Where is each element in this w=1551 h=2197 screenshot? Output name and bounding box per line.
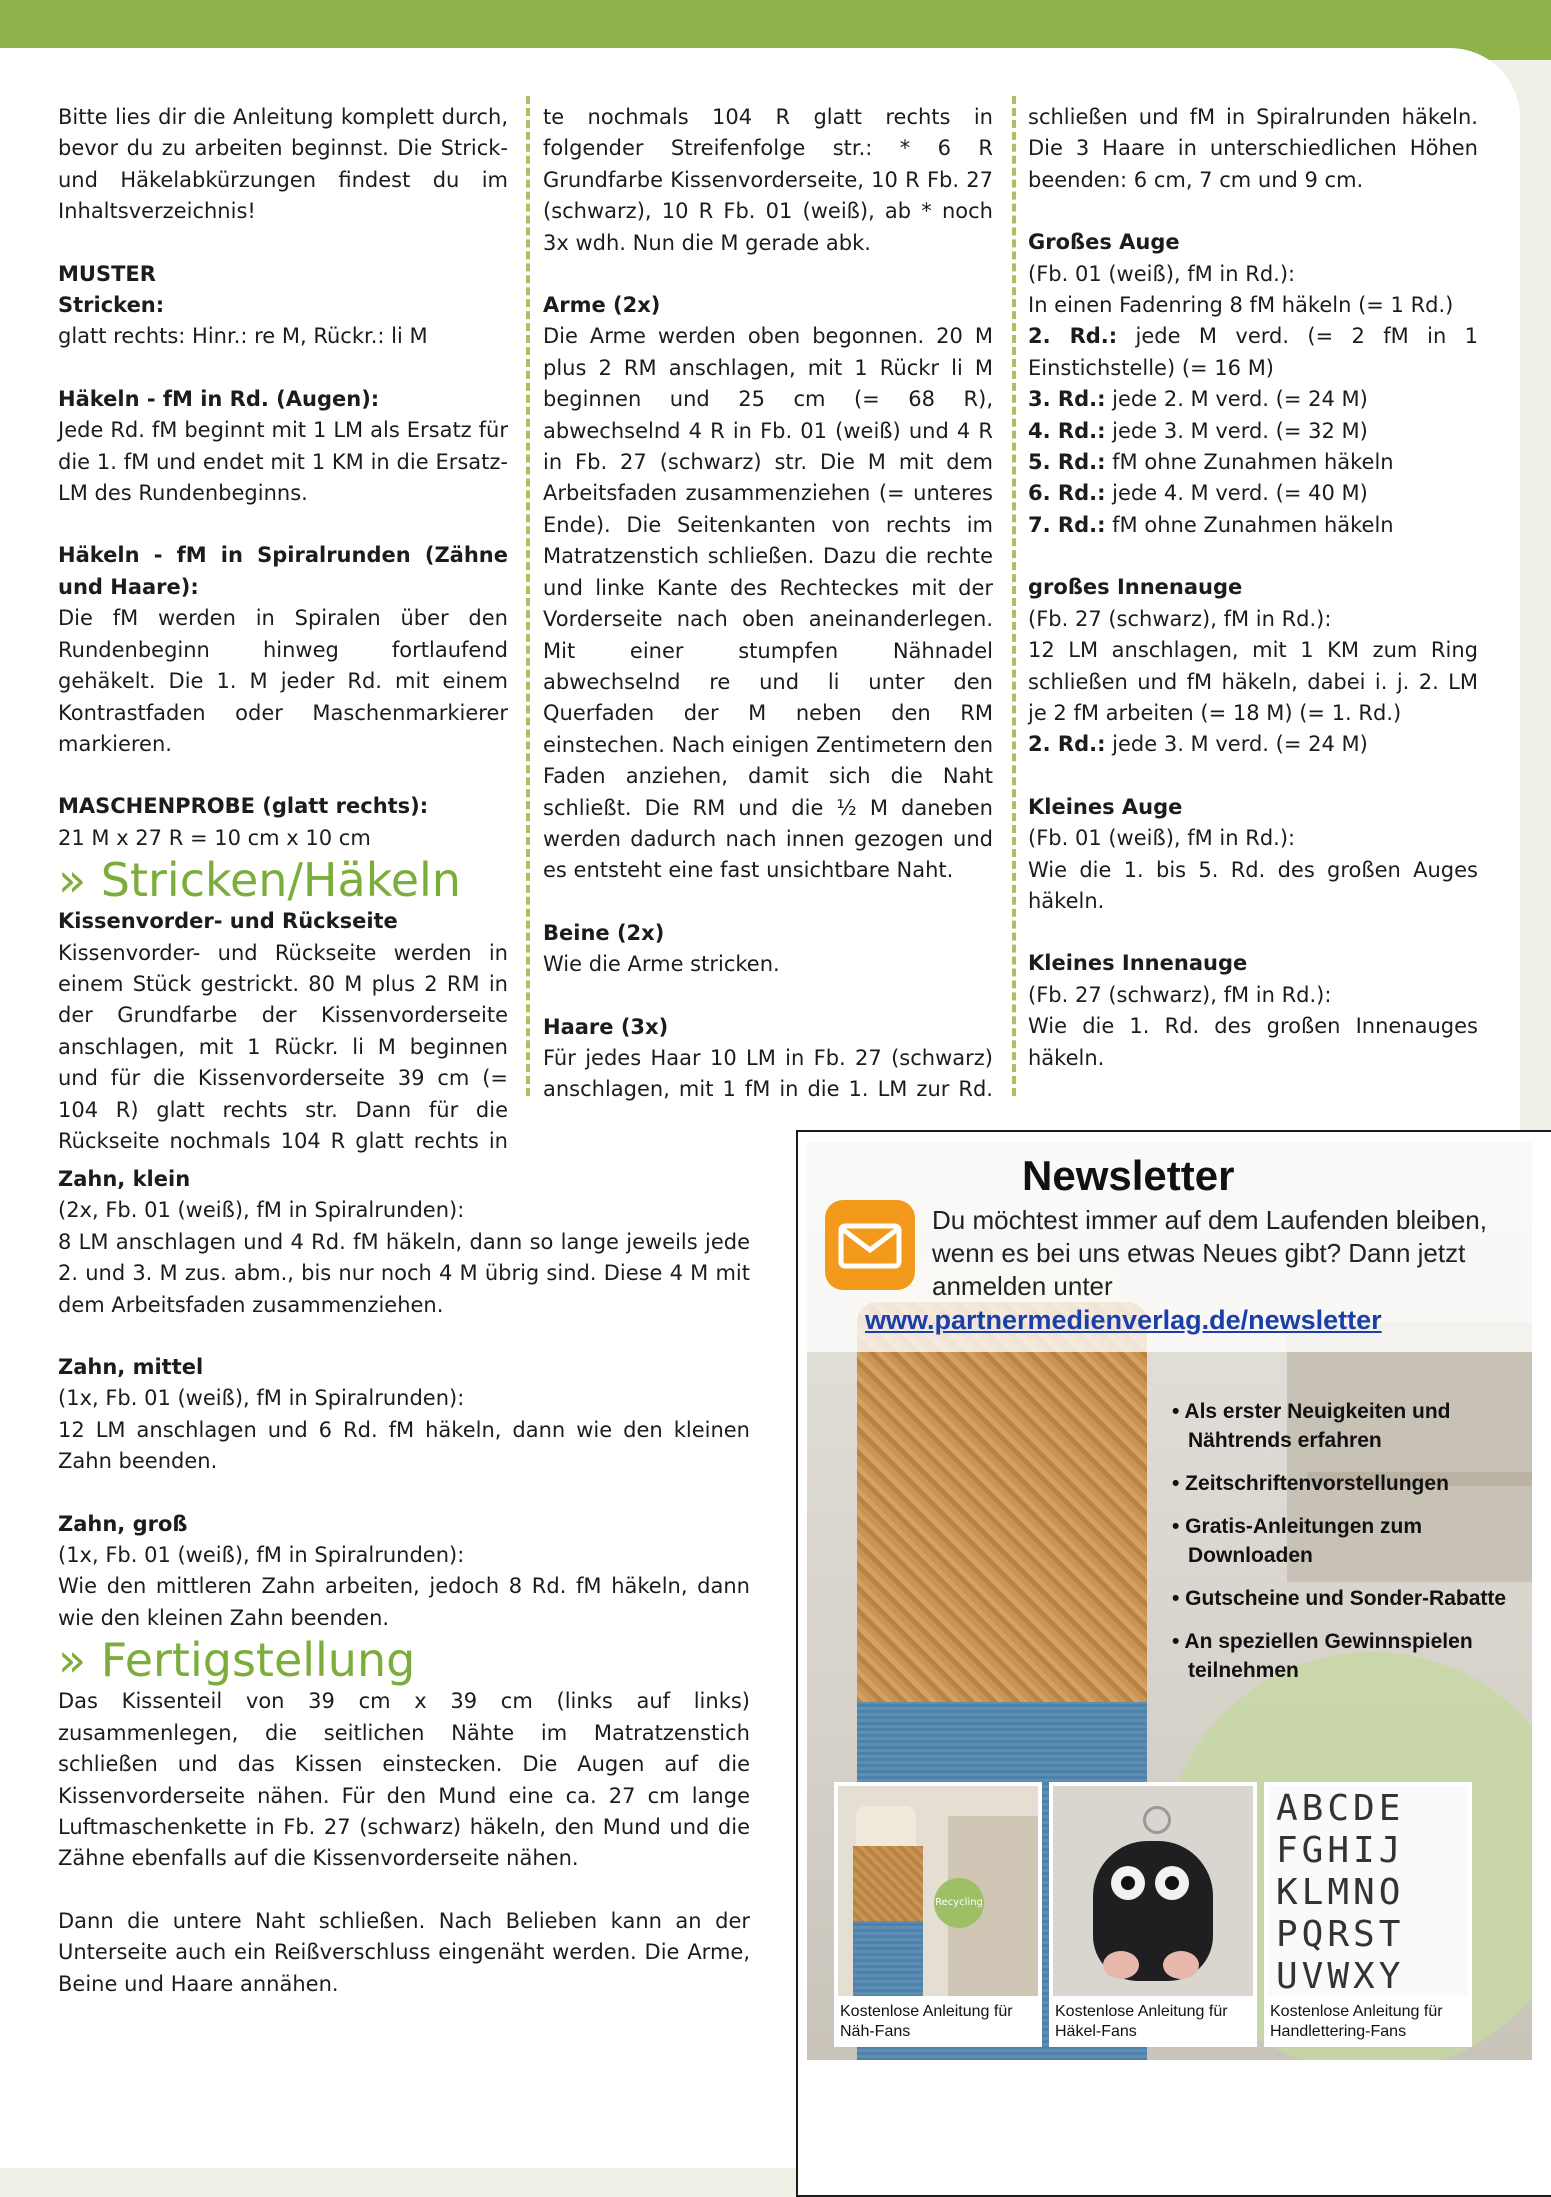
zahn-klein-heading: Zahn, klein: [58, 1167, 191, 1191]
haare-text-continued: schließen und fM in Spiralrunden häkeln. Die 3 Haare in unterschiedlichen Höhen beenden: 6 cm, 7 cm und 9 cm.: [1028, 105, 1478, 192]
muster-heading: MUSTER: [58, 261, 156, 286]
thumb-crochet-caption: Kostenlose Anleitung für Häkel-Fans: [1055, 2003, 1228, 2040]
benefit-item: • Als erster Neuigkeiten und Nähtrends erfahren: [1172, 1400, 1451, 1452]
auge-gross-round-3: 3. Rd.: jede 2. M verd. (= 24 M): [1028, 387, 1368, 412]
stricken-heading: Stricken:: [58, 293, 165, 318]
fertigstellung-text-1: Das Kissenteil von 39 cm x 39 cm (links auf links) zusammenlegen, die seitlichen Nähte im Matratzenstich schließen und das Kissen einstecken. Die Augen auf die Kissenvorderseite nähen. Für den Mund eine ca. 27 cm lange Luftmaschenkette in Fb. 27 (schwarz) häkeln, den Mund und die Zähne ebenfalls auf die Kissenvorderseite nähen.: [58, 1689, 750, 1871]
auge-klein-sub: (Fb. 01 (weiß), fM in Rd.):: [1028, 826, 1296, 851]
lettering-alphabet: ABCDE FGHIJ KLMNO PQRST UVWXY: [1276, 1788, 1405, 1996]
haekeln-augen-text: Jede Rd. fM beginnt mit 1 LM als Ersatz für die 1. fM und endet mit 1 KM in die Ersatz-LM des Rundenbeginns.: [58, 418, 508, 506]
innenauge-gross-heading: großes Innenauge: [1028, 575, 1243, 600]
haare-text: Für jedes Haar 10 LM in Fb. 27 (schwarz) anschlagen, mit 1 fM in die 1. LM zur Rd.: [543, 1045, 993, 1102]
beine-text: Wie die Arme stricken.: [543, 952, 780, 977]
innenauge-gross-sub: (Fb. 27 (schwarz), fM in Rd.):: [1028, 606, 1332, 631]
innenauge-gross-round-2: 2. Rd.: jede 3. M verd. (= 24 M): [1028, 732, 1368, 757]
recycling-badge: Recycling: [934, 1878, 984, 1928]
stricken-text: glatt rechts: Hinr.: re M, Rückr.: li M: [58, 324, 428, 349]
mail-icon: [825, 1200, 915, 1290]
kissen-text: Kissenvorder- und Rückseite werden in einem Stück gestrickt. 80 M plus 2 RM in der Grundfarbe der Kissenvorderseite anschlagen, mit 1 Rückr. li M beginnen und für die Kissenvorderseite 39 cm (= 104 R) glatt rechts str. Dann für die Rückseite nochmals 104 R glatt rechts in: [58, 940, 508, 1153]
fertigstellung-text-2: Dann die untere Naht schließen. Nach Belieben kann an der Unterseite auch ein Reißverschluss eingenäht werden. Die Arme, Beine und Haare annähen.: [58, 1908, 750, 1996]
auge-gross-round-6: 6. Rd.: jede 4. M verd. (= 40 M): [1028, 481, 1368, 506]
haekeln-spiral-heading: Häkeln - fM in Spiralrunden (Zähne und Haare):: [58, 543, 508, 599]
thumb-lettering-image: [1268, 1786, 1468, 1996]
kissen-text-continued: te nochmals 104 R glatt rechts in folgender Streifenfolge str.: * 6 R Grundfarbe Kissenvorderseite, 10 R Fb. 27 (schwarz), 10 R Fb. 01 (weiß), ab * noch 3x wdh. Nun die M gerade abk.: [543, 105, 993, 255]
auge-gross-heading: Großes Auge: [1028, 230, 1180, 255]
innenauge-klein-text: Wie die 1. Rd. des großen Innenauges häkeln.: [1028, 1014, 1478, 1070]
auge-gross-round-7: 7. Rd.: fM ohne Zunahmen häkeln: [1028, 512, 1394, 537]
innenauge-gross-text: 12 LM anschlagen, mit 1 KM zum Ring schließen und fM häkeln, dabei i. j. 2. LM je 2 fM arbeiten (= 18 M) (= 1. Rd.): [1028, 638, 1478, 725]
auge-gross-round-1: In einen Fadenring 8 fM häkeln (= 1 Rd.): [1028, 293, 1454, 318]
benefit-item: • An speziellen Gewinnspielen teilnehmen: [1172, 1630, 1473, 1682]
zahn-mittel-text: 12 LM anschlagen und 6 Rd. fM häkeln, dann wie den kleinen Zahn beenden.: [58, 1417, 750, 1474]
column-1: [58, 102, 508, 1156]
zahn-gross-heading: Zahn, groß: [58, 1511, 188, 1536]
column-divider-1: [526, 96, 530, 1096]
zahn-mittel-heading: Zahn, mittel: [58, 1355, 204, 1380]
thumb-sewing-caption: Kostenlose Anleitung für Näh-Fans: [840, 2003, 1013, 2040]
newsletter-link[interactable]: www.partnermedienverlag.de/newsletter: [865, 1305, 1382, 1335]
newsletter-title: Newsletter: [1022, 1152, 1235, 1199]
newsletter-ad[interactable]: [807, 1142, 1532, 2060]
cork-basket: [857, 1302, 1147, 1712]
section-heading-stricken: » Stricken/Häkeln: [58, 853, 461, 908]
innenauge-klein-heading: Kleines Innenauge: [1028, 951, 1248, 976]
benefit-item: • Gutscheine und Sonder-Rabatte: [1172, 1587, 1507, 1610]
beine-heading: Beine (2x): [543, 920, 665, 945]
haekeln-augen-heading: Häkeln - fM in Rd. (Augen):: [58, 386, 380, 411]
maschenprobe-text: 21 M x 27 R = 10 cm x 10 cm: [58, 825, 371, 850]
column-2: [543, 102, 993, 1105]
auge-klein-text: Wie die 1. bis 5. Rd. des großen Auges häkeln.: [1028, 857, 1478, 913]
auge-gross-round-2: 2. Rd.: jede M verd. (= 2 fM in 1 Einstichstelle) (= 16 M): [1028, 324, 1478, 380]
maschenprobe-heading: MASCHENPROBE (glatt rechts):: [58, 794, 429, 819]
zahn-gross-text: Wie den mittleren Zahn arbeiten, jedoch 8 Rd. fM häkeln, dann wie den kleinen Zahn beenden.: [58, 1574, 750, 1630]
thumb-sewing[interactable]: [834, 1782, 1042, 2047]
thumb-lettering-caption: Kostenlose Anleitung für Handlettering-Fans: [1270, 2003, 1443, 2040]
column-divider-2: [1012, 96, 1016, 1096]
thumb-crochet-image: [1053, 1786, 1253, 1996]
zahn-klein-sub: (2x, Fb. 01 (weiß), fM in Spiralrunden):: [58, 1198, 465, 1223]
haare-heading: Haare (3x): [543, 1014, 669, 1039]
newsletter-benefits: [1172, 1397, 1522, 1699]
arme-heading: Arme (2x): [543, 293, 661, 318]
zahn-klein-text: 8 LM anschlagen und 4 Rd. fM häkeln, dann so lange jeweils jede 2. und 3. M zus. abm., bis nur noch 4 M übrig sind. Diese 4 M mit dem Arbeitsfaden zusammenziehen.: [58, 1229, 750, 1317]
zahn-mittel-sub: (1x, Fb. 01 (weiß), fM in Spiralrunden):: [58, 1386, 465, 1411]
column-3: [1028, 102, 1478, 1074]
innenauge-klein-sub: (Fb. 27 (schwarz), fM in Rd.):: [1028, 982, 1332, 1007]
section-heading-fertigstellung: » Fertigstellung: [58, 1633, 416, 1688]
auge-gross-round-5: 5. Rd.: fM ohne Zunahmen häkeln: [1028, 450, 1394, 475]
kissen-heading: Kissenvorder- und Rückseite: [58, 909, 398, 934]
auge-gross-round-4: 4. Rd.: jede 3. M verd. (= 32 M): [1028, 418, 1368, 443]
newsletter-subtitle: Du möchtest immer auf dem Laufenden bleiben, wenn es bei uns etwas Neues gibt? Dann jetzt anmelden unter: [932, 1205, 1487, 1301]
benefit-item: • Zeitschriftenvorstellungen: [1172, 1472, 1449, 1495]
thumb-crochet[interactable]: [1049, 1782, 1257, 2047]
arme-text: Die Arme werden oben begonnen. 20 M plus 2 RM anschlagen, mit 1 Rückr li M beginnen und 25 cm (= 68 R), abwechselnd 4 R in Fb. 01 (weiß) und 4 R in Fb. 27 (schwarz) str. Die M mit dem Arbeitsfaden zusammenziehen (= unteres Ende). Die Seitenkanten von rechts im Matratzenstich schließen. Dazu die rechte und linke Kante des Rechteckes mit der Vorderseite nach oben aneinanderlegen. Mit einer stumpfen Nähnadel abwechselnd re und li unter den Querfaden der M neben den RM einstechen. Nach einigen Zentimetern den Faden anziehen, damit sich die Naht schließt. Die RM und die ½ M daneben werden dadurch nach innen gezogen und es entsteht eine fast unsichtbare Naht.: [543, 324, 993, 883]
haekeln-spiral-text: Die fM werden in Spiralen über den Rundenbeginn hinweg fortlaufend gehäkelt. Die 1. M jeder Rd. mit einem Kontrastfaden oder Maschenmarkierer markieren.: [58, 606, 508, 756]
thumb-lettering[interactable]: [1264, 1782, 1472, 2047]
intro-text: Bitte lies dir die Anleitung komplett durch, bevor du zu arbeiten beginnst. Die Strick- und Häkelabkürzungen findest du im Inhaltsverzeichnis!: [58, 105, 508, 224]
zahn-gross-sub: (1x, Fb. 01 (weiß), fM in Spiralrunden):: [58, 1543, 465, 1568]
lower-column: [58, 1164, 750, 2000]
thumb-sewing-image: [838, 1786, 1038, 1996]
benefit-item: • Gratis-Anleitungen zum Downloaden: [1172, 1515, 1423, 1567]
auge-klein-heading: Kleines Auge: [1028, 794, 1183, 819]
auge-gross-sub: (Fb. 01 (weiß), fM in Rd.):: [1028, 261, 1296, 286]
